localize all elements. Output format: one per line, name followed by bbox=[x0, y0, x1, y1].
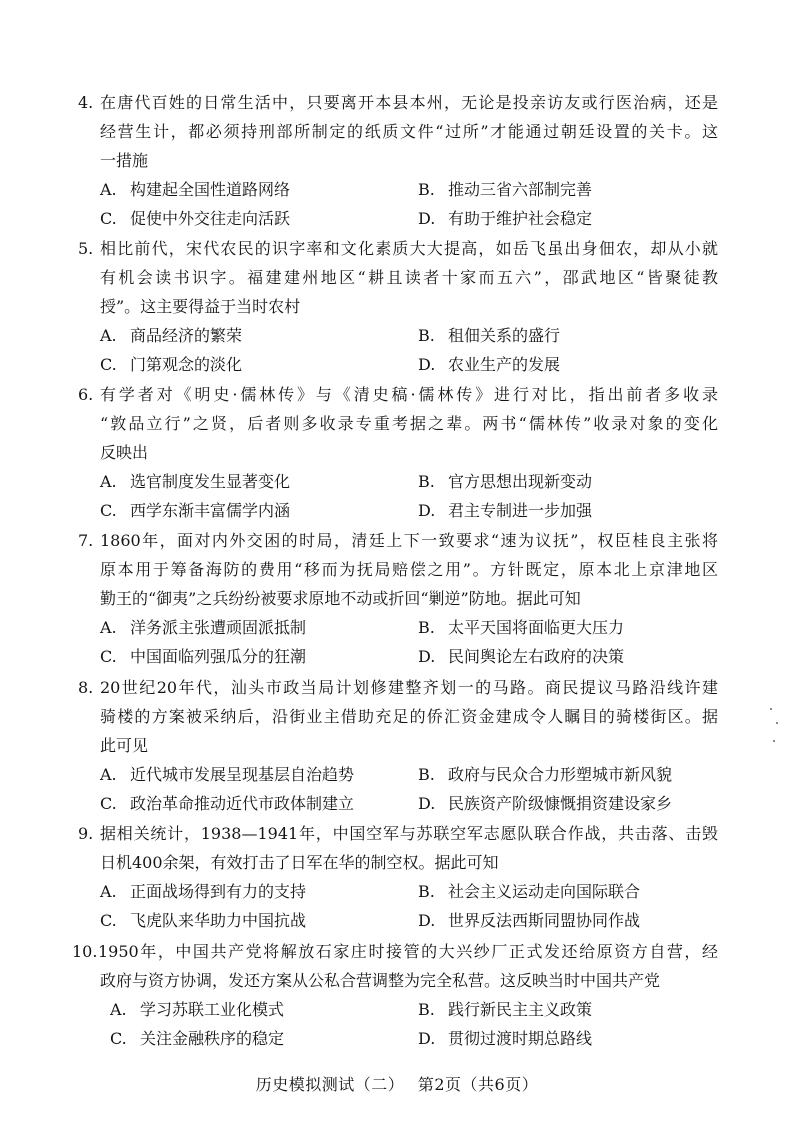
question-text-line: 勤王的“御夷”之兵纷纷被要求原地不动或折回“剿逆”防地。据此可知 bbox=[100, 589, 581, 608]
option-d: D. 农业生产的发展 bbox=[418, 355, 561, 374]
option-c: C. 飞虎队来华助力中国抗战 bbox=[100, 911, 307, 930]
options bbox=[78, 467, 718, 525]
option-a: A. 洋务派主张遭顽固派抵制 bbox=[100, 618, 307, 637]
question-text-line: 一措施 bbox=[100, 151, 149, 170]
option-b: B. 政府与民众合力形塑城市新风貌 bbox=[418, 765, 673, 784]
question-number: 10. bbox=[72, 942, 98, 961]
question-text-line: 1860年，面对内外交困的时局，清廷上下一致要求“速为议抚”，权臣桂良主张将 bbox=[100, 531, 718, 550]
option-b: B. 践行新民主主义政策 bbox=[418, 1000, 593, 1019]
question-number: 9. bbox=[78, 824, 94, 843]
options bbox=[78, 175, 718, 233]
question-10 bbox=[72, 937, 718, 1053]
option-b: B. 推动三省六部制完善 bbox=[418, 180, 593, 199]
option-d: D. 贯彻过渡时期总路线 bbox=[418, 1029, 593, 1048]
question-text-line: 政府与资方协调，发还方案从公私合营调整为完全私营。这反映当时中国共产党 bbox=[100, 971, 661, 990]
question-text-line: 有机会读书识字。福建建州地区“耕且读者十家而五六”，邵武地区“皆聚徒教 bbox=[100, 268, 718, 287]
page-footer bbox=[0, 1072, 794, 1095]
option-a: A. 选官制度发生显著变化 bbox=[100, 472, 291, 491]
question-7 bbox=[78, 526, 718, 671]
question-text-line: 骑楼的方案被采纳后，沿街业主借助充足的侨汇资金建成令人瞩目的骑楼街区。据 bbox=[100, 707, 718, 726]
option-d: D. 民族资产阶级慷慨捐资建设家乡 bbox=[418, 794, 673, 813]
question-number: 5. bbox=[78, 239, 94, 258]
scan-speck bbox=[776, 722, 778, 724]
question-text-line: 20世纪20年代，汕头市政当局计划修建整齐划一的马路。商民提议马路沿线许建 bbox=[100, 678, 718, 697]
option-d: D. 民间舆论左右政府的决策 bbox=[418, 647, 625, 666]
option-a: A. 商品经济的繁荣 bbox=[100, 326, 243, 345]
options bbox=[78, 760, 718, 818]
scan-speck bbox=[773, 740, 775, 742]
question-text-line: 原本用于筹备海防的费用“移而为抚局赔偿之用”。方针既定，原本北上京津地区 bbox=[100, 560, 718, 579]
question-9 bbox=[78, 819, 718, 935]
option-c: C. 政治革命推动近代市政体制建立 bbox=[100, 794, 355, 813]
option-c: C. 西学东渐丰富儒学内涵 bbox=[100, 501, 291, 520]
question-text-line: “敦品立行”之贤，后者则多收录专重考据之辈。两书“儒林传”收录对象的变化 bbox=[100, 414, 718, 433]
option-c: C. 关注金融秩序的稳定 bbox=[110, 1029, 285, 1048]
question-6 bbox=[78, 380, 718, 525]
question-text-line: 在唐代百姓的日常生活中，只要离开本县本州，无论是投亲访友或行医治病，还是 bbox=[100, 93, 718, 112]
option-d: D. 君主专制进一步加强 bbox=[418, 501, 593, 520]
question-text-line: 授”。这主要得益于当时农村 bbox=[100, 297, 301, 316]
question-number: 8. bbox=[78, 678, 94, 697]
option-b: B. 太平天国将面临更大压力 bbox=[418, 618, 625, 637]
option-c: C. 促使中外交往走向活跃 bbox=[100, 209, 291, 228]
option-b: B. 租佃关系的盛行 bbox=[418, 326, 561, 345]
question-4 bbox=[78, 88, 718, 233]
question-text-line: 经营生计，都必须持刑部所制定的纸质文件“过所”才能通过朝廷设置的关卡。这 bbox=[100, 122, 718, 141]
question-text-line: 1950年，中国共产党将解放石家庄时接管的大兴纱厂正式发还给原资方自营，经 bbox=[98, 942, 718, 961]
option-a: A. 近代城市发展呈现基层自治趋势 bbox=[100, 765, 355, 784]
question-text-line: 反映出 bbox=[100, 443, 149, 462]
option-b: B. 官方思想出现新变动 bbox=[418, 472, 593, 491]
question-text-line: 据相关统计，1938—1941年，中国空军与苏联空军志愿队联合作战，共击落、击毁 bbox=[100, 824, 718, 843]
option-a: A. 学习苏联工业化模式 bbox=[110, 1000, 285, 1019]
question-text-line: 日机400余架，有效打击了日军在华的制空权。据此可知 bbox=[100, 853, 499, 872]
question-8 bbox=[78, 673, 718, 818]
question-number: 4. bbox=[78, 93, 94, 112]
options bbox=[78, 613, 718, 671]
question-text-line: 此可见 bbox=[100, 736, 149, 755]
option-c: C. 门第观念的淡化 bbox=[100, 355, 243, 374]
question-5 bbox=[78, 234, 718, 379]
option-d: D. 有助于维护社会稳定 bbox=[418, 209, 593, 228]
options bbox=[78, 995, 718, 1053]
option-b: B. 社会主义运动走向国际联合 bbox=[418, 882, 641, 901]
option-c: C. 中国面临列强瓜分的狂潮 bbox=[100, 647, 307, 666]
exam-title: 历史模拟测试（二） bbox=[255, 1075, 405, 1094]
question-number: 6. bbox=[78, 385, 94, 404]
option-a: A. 正面战场得到有力的支持 bbox=[100, 882, 307, 901]
option-d: D. 世界反法西斯同盟协同作战 bbox=[418, 911, 641, 930]
option-a: A. 构建起全国性道路网络 bbox=[100, 180, 291, 199]
question-number: 7. bbox=[78, 531, 94, 550]
options bbox=[78, 321, 718, 379]
question-text-line: 有学者对《明史·儒林传》与《清史稿·儒林传》进行对比，指出前者多收录 bbox=[100, 385, 718, 404]
scan-speck bbox=[770, 708, 772, 710]
question-text-line: 相比前代，宋代农民的识字率和文化素质大大提高，如岳飞虽出身佃农，却从小就 bbox=[100, 239, 718, 258]
page-number: 第2页（共6页） bbox=[417, 1075, 539, 1094]
options bbox=[78, 877, 718, 935]
